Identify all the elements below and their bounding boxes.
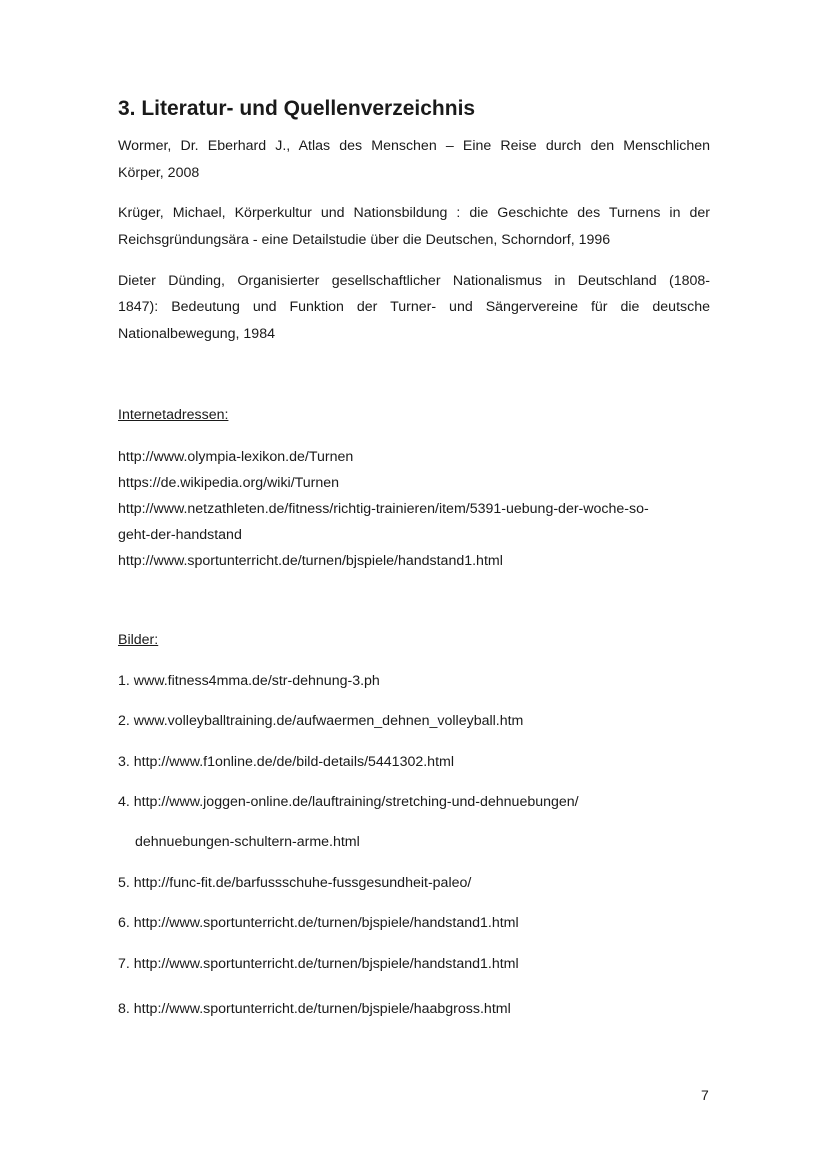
image-source-1: 1. www.fitness4mma.de/str-dehnung-3.ph (118, 673, 380, 689)
reference-2-line-2: Reichsgründungsära - eine Detailstudie über die Deutschen, Schorndorf, 1996 (118, 232, 611, 248)
reference-3-line-3: Nationalbewegung, 1984 (118, 326, 275, 342)
reference-3-line-1: Dieter Dünding, Organisierter gesellschaftlicher Nationalismus in Deutschland (1808- (118, 273, 710, 289)
internet-url-3-continued: geht-der-handstand (118, 527, 242, 543)
section-heading: 3. Literatur- und Quellenverzeichnis (118, 97, 476, 120)
images-heading: Bilder: (118, 632, 159, 648)
image-source-7: 7. http://www.sportunterricht.de/turnen/bjspiele/handstand1.html (118, 956, 519, 972)
image-source-6: 6. http://www.sportunterricht.de/turnen/bjspiele/handstand1.html (118, 915, 519, 931)
page-number: 7 (701, 1087, 709, 1103)
reference-3-line-2: 1847): Bedeutung und Funktion der Turner- und Sängervereine für die deutsche (118, 299, 710, 315)
internet-addresses-heading: Internetadressen: (118, 407, 229, 423)
image-source-5: 5. http://func-fit.de/barfussschuhe-fussgesundheit-paleo/ (118, 875, 472, 891)
image-source-3: 3. http://www.f1online.de/de/bild-details/5441302.html (118, 754, 454, 770)
image-source-8: 8. http://www.sportunterricht.de/turnen/bjspiele/haabgross.html (118, 1001, 511, 1017)
internet-url-3: http://www.netzathleten.de/fitness/richtig-trainieren/item/5391-uebung-der-woche-so- (118, 501, 649, 517)
reference-1-line-1: Wormer, Dr. Eberhard J., Atlas des Menschen – Eine Reise durch den Menschlichen (118, 138, 710, 154)
internet-url-4: http://www.sportunterricht.de/turnen/bjspiele/handstand1.html (118, 553, 503, 569)
internet-url-2: https://de.wikipedia.org/wiki/Turnen (118, 475, 340, 491)
reference-2-line-1: Krüger, Michael, Körperkultur und Nationsbildung : die Geschichte des Turnens in der (118, 205, 710, 221)
image-source-4: 4. http://www.joggen-online.de/lauftraining/stretching-und-dehnuebungen/ (118, 794, 579, 810)
internet-url-1: http://www.olympia-lexikon.de/Turnen (118, 449, 354, 465)
image-source-2: 2. www.volleyballtraining.de/aufwaermen_dehnen_volleyball.htm (118, 713, 524, 729)
reference-1-line-2: Körper, 2008 (118, 165, 200, 181)
image-source-4-continued: dehnuebungen-schultern-arme.html (135, 834, 360, 850)
